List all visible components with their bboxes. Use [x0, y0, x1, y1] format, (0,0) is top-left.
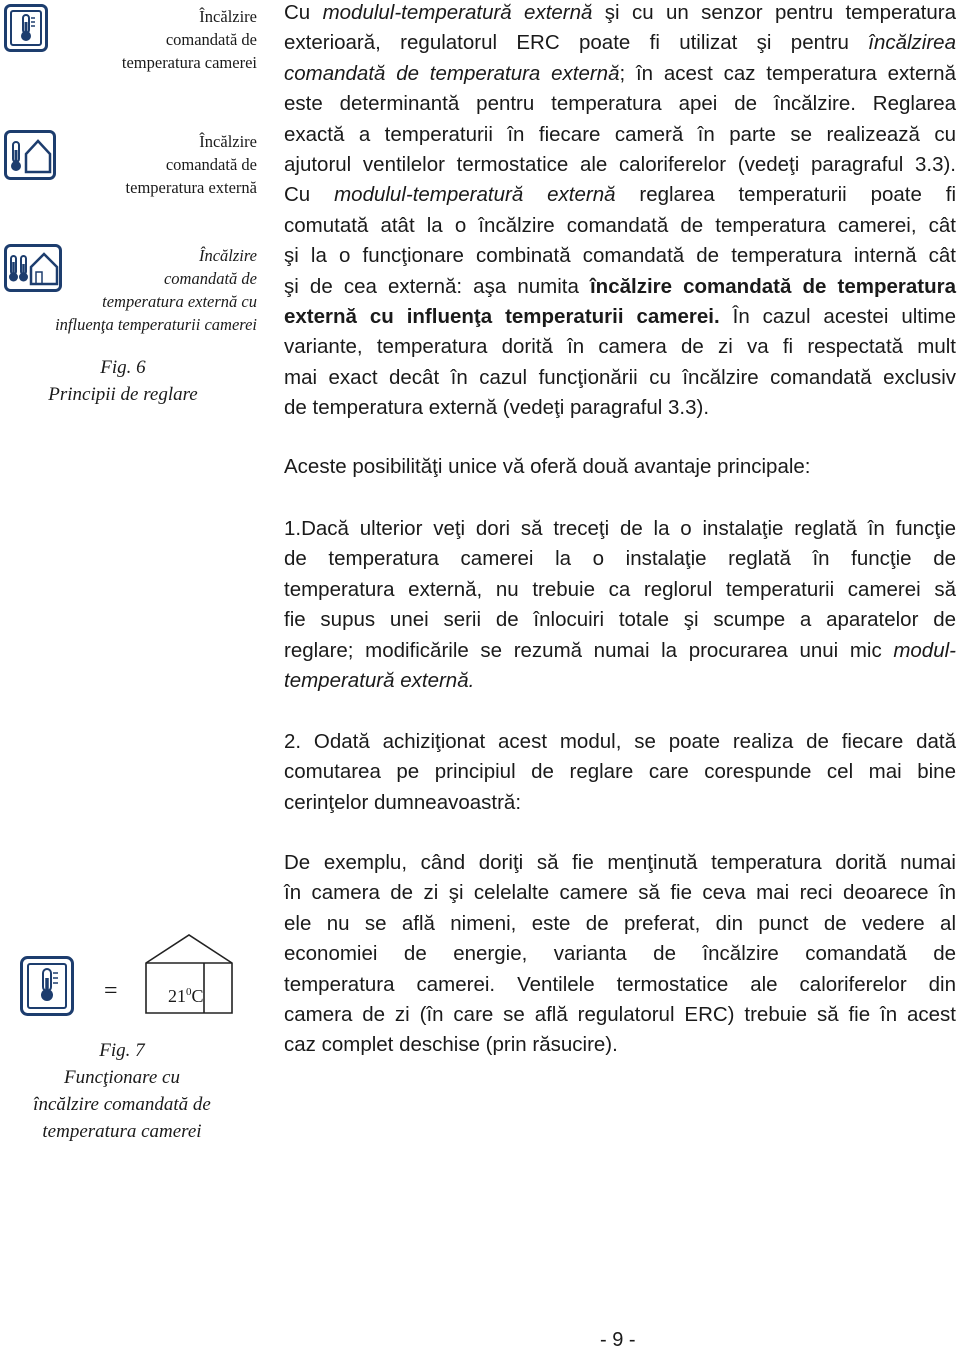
thermometer-room-icon	[4, 4, 48, 57]
text-line: reglare; modificările se rezumă numai la procurarea unui mic modul-	[284, 638, 956, 662]
text-line: camera de zi (în care se află regulatorul ERC) trebuie să fie în acest	[284, 1002, 956, 1026]
equals-sign: =	[104, 978, 118, 1004]
paragraph-avantaje-intro	[284, 452, 956, 482]
fig6-caption-outdoor	[126, 130, 257, 199]
caption-line: temperatura externă	[125, 178, 257, 197]
text-line: ele nu se află nimeni, este de preferat, din punct de vedere al	[284, 911, 956, 935]
house-diagram	[142, 933, 236, 1022]
text-line: comutată atât la o încălzire comandată de temperatura camerei, cât	[284, 213, 956, 237]
text-line: externă cu influenţa temperaturii camerei. În cazul acestei ultime	[284, 304, 957, 328]
caption-line: Încălzire	[199, 132, 257, 151]
text-line: caz complet deschise (prin răsucire).	[284, 1033, 618, 1057]
text-line: ajutorul ventilelor termostatice ale caloriferelor (vedeţi paragraful 3.3).	[284, 152, 956, 176]
caption-line: comandată de	[165, 155, 257, 174]
text-line: comutarea pe principiul de reglare care corespunde cel mai bine	[284, 760, 956, 784]
caption-line: comandată de	[165, 30, 257, 49]
caption-line: temperatura camerei	[121, 53, 257, 72]
fig6-caption-combined	[55, 244, 257, 336]
text-line: variante, temperatura dorită în camera de zi va fi respectată mult	[284, 335, 956, 359]
text-line: economiei de energie, varianta de încălzire comandată de	[284, 942, 956, 966]
figure-title: temperatura camerei	[42, 1121, 202, 1142]
text-line: Cu modulul-temperatură externă reglarea temperaturii poate fi	[284, 183, 957, 207]
text-line: cerinţelor dumneavoastră:	[284, 790, 522, 814]
temp-degree: 0	[186, 986, 192, 998]
text-line: Cu modulul-temperatură externă şi cu un senzor pentru temperatura	[284, 1, 956, 24]
room-temperature-label	[168, 986, 204, 1007]
text-line: temperatură externă.	[284, 668, 475, 692]
caption-line: comandată de	[163, 269, 257, 288]
thermometer-room-icon	[20, 956, 74, 1021]
figure-title: Principii de reglare	[48, 384, 198, 405]
caption-line: Încălzire	[199, 7, 257, 26]
fig6-caption-room	[122, 5, 257, 74]
text-line: temperatura camerei. Ventilele termostatice ale caloriferelor din	[284, 972, 956, 996]
figure-label: Fig. 6	[100, 357, 146, 378]
text-line: fie supus unei serii de înlocuiri totale şi scumpe a aparatelor de	[284, 608, 956, 632]
temp-unit: C	[191, 986, 204, 1006]
paragraph-avantaj-2	[284, 727, 956, 818]
thermometer-house-icon	[4, 130, 56, 185]
text-line: exterioară, regulatorul ERC poate fi utilizat şi pentru încălzirea	[284, 31, 956, 55]
text-line: de temperatura externă (vedeţi paragraful 3.3).	[284, 396, 710, 420]
text-line: mai exact decât în cazul funcţionării cu încălzire comandată exclusiv	[284, 365, 956, 389]
fig7-title	[12, 1037, 232, 1145]
text-line: de temperatura camerei la o instalaţie reglată în funcţie de	[284, 547, 956, 571]
text-line: 1.Dacă ulterior veţi dori să treceţi de la o instalaţie reglată în funcţie	[284, 517, 956, 540]
text-line: temperatura externă, nu trebuie ca reglorul temperaturii camerei să	[284, 577, 956, 601]
paragraph-avantaj-1	[284, 514, 956, 696]
dual-thermometer-icon	[4, 244, 62, 297]
figure-title: Funcţionare cu	[64, 1067, 180, 1088]
page-number: - 9 -	[600, 1329, 636, 1351]
text-line: De exemplu, când doriţi să fie menţinută temperatura dorită numai	[284, 851, 956, 874]
text-line: şi la o funcţionare combinată comandată de temperatura internă cât	[284, 244, 956, 268]
text-line: este determinantă pentru temperatura apei de încălzire. Reglarea	[284, 92, 956, 116]
text-line: în camera de zi şi celelalte camere să fie ceva mai reci deoarece în	[284, 881, 956, 905]
caption-line: temperatura externă cu	[102, 292, 257, 311]
text-line: comandată de temperatura externă; în acest caz temperatura externă	[284, 61, 956, 85]
text-line: 2. Odată achiziţionat acest modul, se poate realiza de fiecare dată	[284, 730, 956, 753]
temp-value: 21	[168, 986, 186, 1006]
caption-line: influenţa temperaturii camerei	[55, 315, 257, 334]
figure-label: Fig. 7	[99, 1040, 145, 1061]
paragraph-modul-temperatura	[284, 0, 956, 423]
text-line: Aceste posibilităţi unice vă oferă două avantaje principale:	[284, 455, 811, 478]
text-line: şi de cea externă: aşa numita încălzire comandată de temperatura	[284, 274, 956, 298]
paragraph-exemplu	[284, 848, 956, 1061]
text-line: exactă a temperaturii în fiecare cameră în parte se realizează cu	[284, 122, 956, 146]
figure-title: încălzire comandată de	[33, 1094, 211, 1115]
caption-line: Încălzire	[198, 246, 257, 265]
fig6-title	[18, 354, 228, 408]
